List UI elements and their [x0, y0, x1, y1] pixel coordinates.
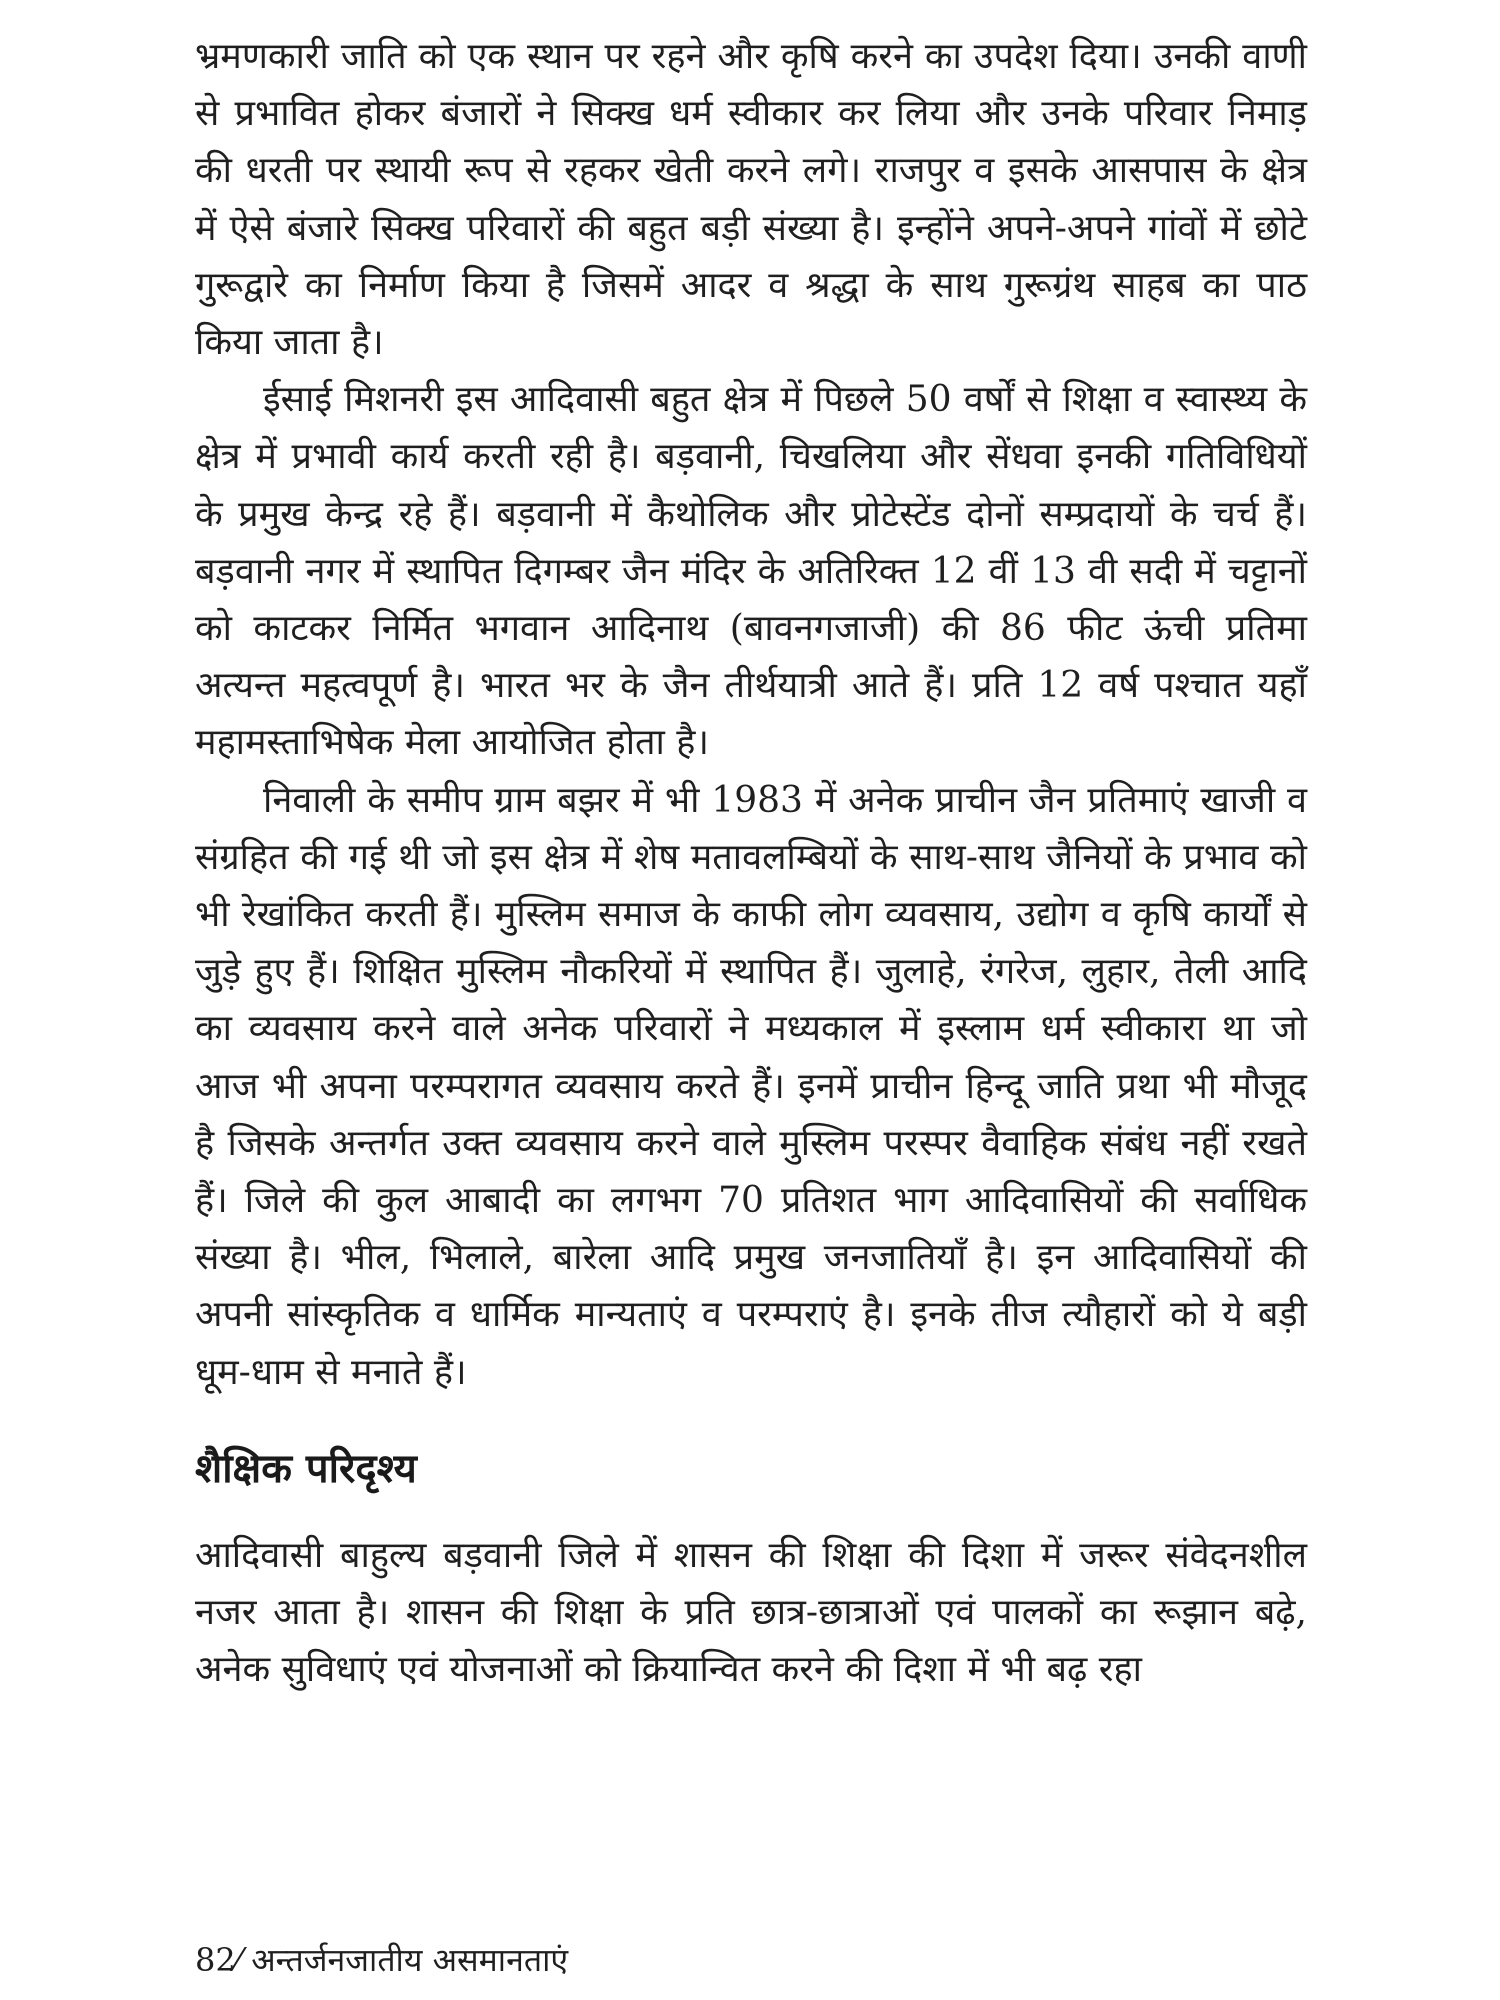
- paragraph-4: आदिवासी बाहुल्य बड़वानी जिले में शासन की शिक्षा की दिशा में जरूर संवेदनशील नजर आता है। शासन की शिक्षा के प्रति छात्र-छात्राओं एवं पालकों का रूझान बढ़े, अनेक सुविधाएं एवं योजनाओं को क्रियान्वित करने की दिशा में भी बढ़ रहा: [195, 1534, 1307, 1691]
- paragraph-1: भ्रमणकारी जाति को एक स्थान पर रहने और कृषि करने का उपदेश दिया। उनकी वाणी से प्रभावित होकर बंजारों ने सिक्ख धर्म स्वीकार कर लिया और उनके परिवार निमाड़ की धरती पर स्थायी रूप से रहकर खेती करने लगे। राजपुर व इसके आसपास के क्षेत्र में ऐसे बंजारे सिक्ख परिवारों की बहुत बड़ी संख्या है। इन्होंने अपने-अपने गांवों में छोटे गुरूद्वारे का निर्माण किया है जिसमें आदर व श्रद्धा के साथ गुरूग्रंथ साहब का पाठ किया जाता है।: [195, 36, 1307, 364]
- page-content: [195, 28, 1307, 1698]
- page-footer: 82⁄ अन्तर्जनजातीय असमानताएं: [195, 1941, 569, 1979]
- paragraph-3: निवाली के समीप ग्राम बझर में भी 1983 में अनेक प्राचीन जैन प्रतिमाएं खाजी व संग्रहित की गई थी जो इस क्षेत्र में शेष मतावलम्बियों के साथ-साथ जैनियों के प्रभाव को भी रेखांकित करती हैं। मुस्लिम समाज के काफी लोग व्यवसाय, उद्योग व कृषि कार्यों से जुड़े हुए हैं। शिक्षित मुस्लिम नौकरियों में स्थापित हैं। जुलाहे, रंगरेज, लुहार, तेली आदि का व्यवसाय करने वाले अनेक परिवारों ने मध्यकाल में इस्लाम धर्म स्वीकारा था जो आज भी अपना परम्परागत व्यवसाय करते हैं। इनमें प्राचीन हिन्दू जाति प्रथा भी मौजूद है जिसके अन्तर्गत उक्त व्यवसाय करने वाले मुस्लिम परस्पर वैवाहिक संबंध नहीं रखते हैं। जिले की कुल आबादी का लगभग 70 प्रतिशत भाग आदिवासियों की सर्वाधिक संख्या है। भील, भिलाले, बारेला आदि प्रमुख जनजातियाँ है। इन आदिवासियों की अपनी सांस्कृतिक व धार्मिक मान्यताएं व परम्पराएं है। इनके तीज त्यौहारों को ये बड़ी धूम-धाम से मनाते हैं।: [195, 779, 1307, 1393]
- paragraph-2: ईसाई मिशनरी इस आदिवासी बहुत क्षेत्र में पिछले 50 वर्षों से शिक्षा व स्वास्थ्य के क्षेत्र में प्रभावी कार्य करती रही है। बड़वानी, चिखलिया और सेंधवा इनकी गतिविधियों के प्रमुख केन्द्र रहे हैं। बड़वानी में कैथोलिक और प्रोटेस्टेंड दोनों सम्प्रदायों के चर्च हैं। बड़वानी नगर में स्थापित दिगम्बर जैन मंदिर के अतिरिक्त 12 वीं 13 वी सदी में चट्टानों को काटकर निर्मित भगवान आदिनाथ (बावनगजाजी) की 86 फीट ऊंची प्रतिमा अत्यन्त महत्वपूर्ण है। भारत भर के जैन तीर्थयात्री आते हैं। प्रति 12 वर्ष पश्चात यहाँ महामस्ताभिषेक मेला आयोजित होता है।: [195, 379, 1307, 764]
- section-heading: शैक्षिक परिदृश्य: [195, 1445, 417, 1492]
